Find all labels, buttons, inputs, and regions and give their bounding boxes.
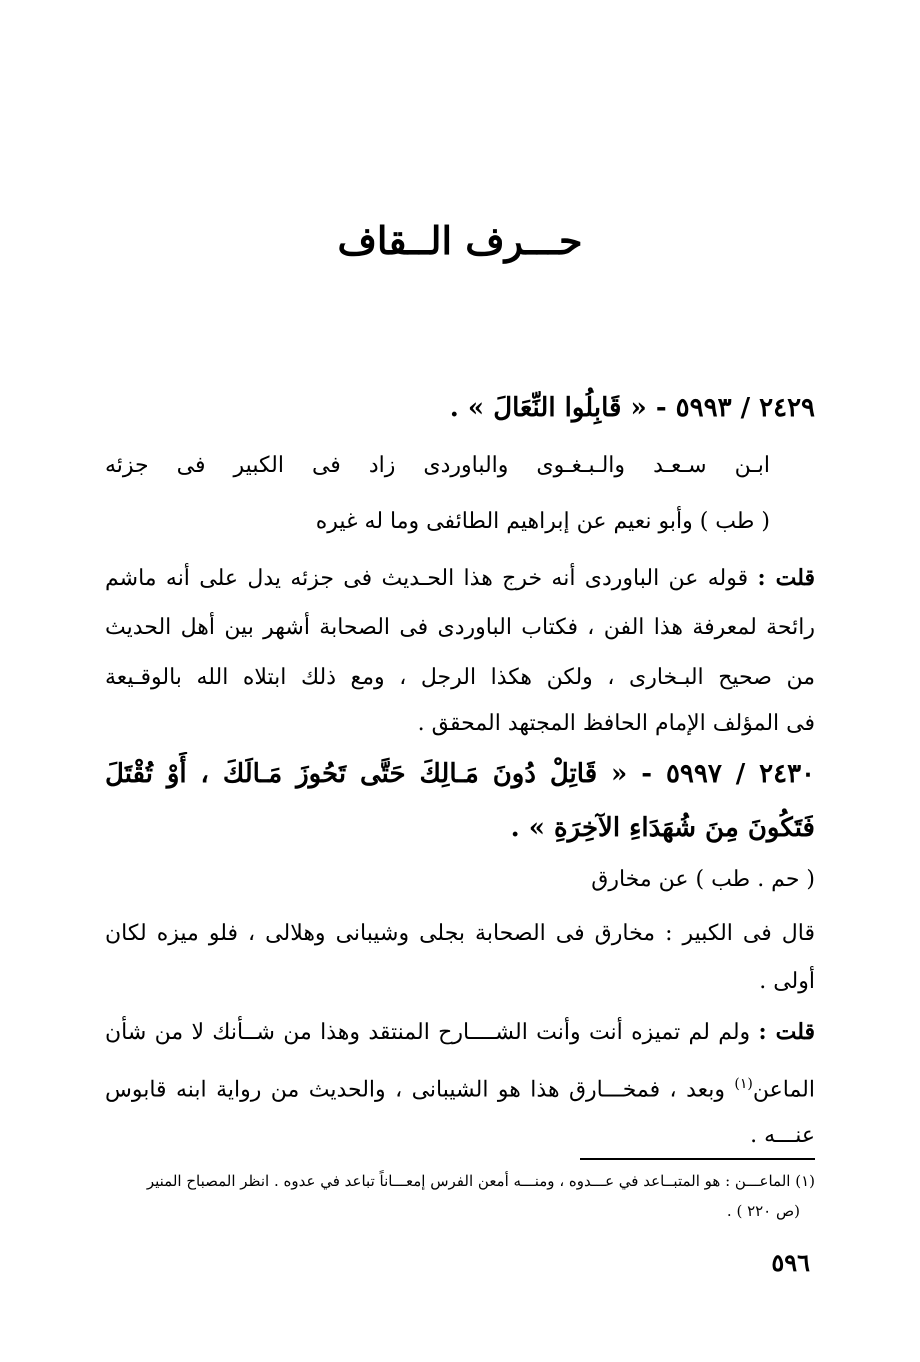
comment-line [105, 1062, 815, 1112]
comment-line: فى المؤلف الإمام الحافظ المجتهد المحقق . [417, 711, 815, 736]
comment-text: ولم لم تميزه أنت وأنت الشــــارح المنتقد وهذا من شــأنك لا من شأن [105, 1020, 751, 1045]
chapter-title: حـــرف الــقاف [337, 218, 583, 263]
hadith-text-continued: فَتَكُونَ مِنَ شُهَدَاءِ الآخِرَةِ » . [510, 813, 815, 843]
hadith-2429-line [105, 386, 815, 430]
hadith-number: ٢٤٢٩ / ٥٩٩٣ - [655, 393, 815, 423]
comment-label: قلت : [757, 565, 815, 591]
footnote-marker: (١) [734, 1076, 753, 1092]
comment-line: رائحة لمعرفة هذا الفن ، فكتاب الباوردى فى الصحابة أشهر بين أهل الحديث [105, 615, 815, 640]
source-line: ( حم . طب ) عن مخارق [591, 867, 815, 892]
kabir-line: قال فى الكبير : مخارق فى الصحابة بجلى وشيبانى وهلالى ، فلو ميزه لكان [105, 921, 815, 946]
page-number: ٥٩٦ [771, 1248, 810, 1277]
comment-line: عنـــه . [750, 1123, 815, 1148]
comment-text: قوله عن الباوردى أنه خرج هذا الحـديث فى جزئه يدل على أنه ماشم [105, 566, 749, 591]
comment-text: وبعد ، فمخـــارق هذا هو الشيبانى ، والحديث من رواية ابنه قابوس [105, 1077, 735, 1103]
comment-line [105, 556, 815, 601]
footnote-line: (١) الماعـــن : هو المتبــاعد في عـــدوه ، ومنـــه أمعن الفرس إمعـــاناً تباعد في عدوه . انظر المصباح المنير [146, 1172, 815, 1190]
hadith-number: ٢٤٣٠ / ٥٩٩٧ - [641, 759, 815, 789]
hadith-2430-line [105, 752, 815, 796]
hadith-text: « قَابِلُوا النِّعَالَ » . [449, 393, 647, 423]
source-line: ( طب ) وأبو نعيم عن إبراهيم الطائفى وما له غيره [315, 509, 770, 534]
comment-line [105, 1010, 815, 1055]
kabir-line: أولى . [759, 969, 815, 994]
footnote-line: (ص ٢٢٠ ) . [726, 1202, 800, 1220]
footnote-divider [580, 1158, 815, 1160]
comment-line: من صحيح البـخارى ، ولكن هكذا الرجل ، ومع ذلك ابتلاه الله بالوقـيعة [105, 665, 815, 690]
comment-label: قلت : [758, 1019, 815, 1045]
hadith-text: « قَاتِلْ دُونَ مَـالِكَ حَتَّى تَحُوزَ مَـالَكَ ، أَوْ تُقْتَلَ [105, 759, 628, 789]
source-line: ابـن سـعـد والـبـغـوى والباوردى زاد فى الكبير فى جزئه [105, 453, 770, 478]
comment-word: الماعن [752, 1077, 815, 1103]
